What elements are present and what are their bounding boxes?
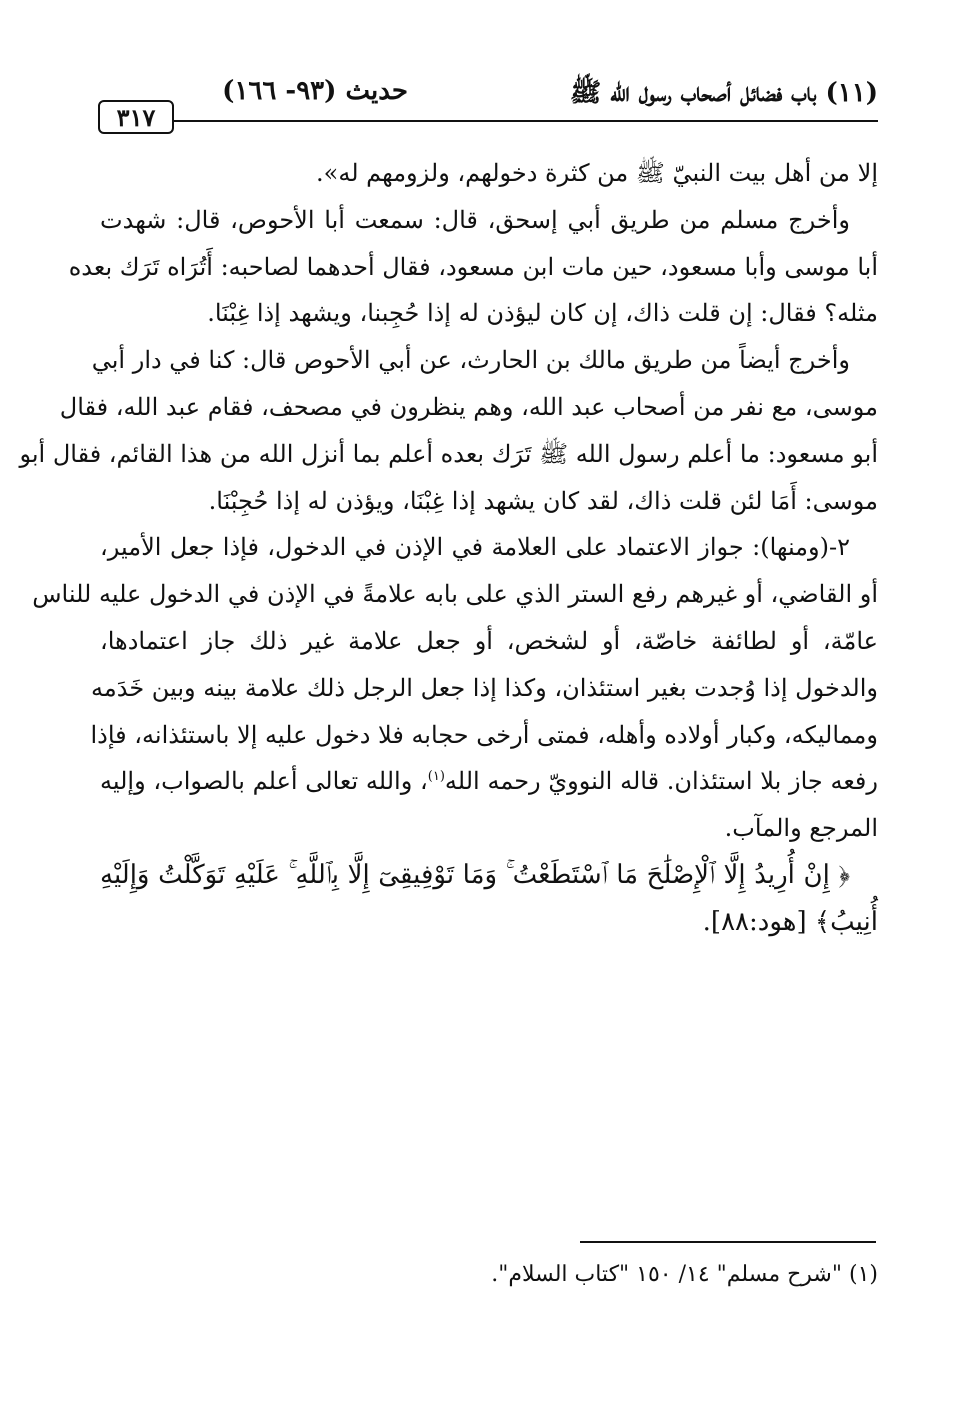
text-line	[100, 758, 878, 805]
text-segment: رفعه جاز بلا استئذان. قاله النوويّ رحمه الله	[444, 767, 878, 796]
quran-verse	[100, 852, 878, 946]
chapter-title: (١١) باب فضائل أصحاب رسول الله ﷺ	[569, 78, 878, 108]
text-line: ومماليكه، وكبار أولاده وأهله، فمتى أرخى حجابه فلا دخول عليه إلا باستئذانه، فإذا	[90, 720, 878, 749]
footnote: (١) "شرح مسلم" ١٤/ ١٥٠ "كتاب السلام".	[491, 1262, 878, 1287]
text-line: موسى: أَمَا لئن قلت ذاك، لقد كان يشهد إذا غِبْنَا، ويؤذن له إذا حُجِبْنَا.	[208, 486, 878, 515]
text-line: ٢-(ومنها): جواز الاعتماد على العلامة في الإذن في الدخول، فإذا جعل الأمير،	[100, 533, 850, 562]
header-rule	[173, 120, 878, 122]
text-line: موسى، مع نفر من أصحاب عبد الله، وهم ينظرون في مصحف، فقام عبد الله، فقال	[59, 392, 878, 421]
text-line: عامّة، أو لطائفة خاصّة، أو لشخص، أو جعل علامة غير ذلك جاز اعتمادها،	[100, 626, 878, 655]
text-line: أبا موسى وأبا مسعود، حين مات ابن مسعود، فقال أحدهما لصاحبه: أَتُرَاه تَرَك بعده	[68, 252, 878, 281]
footnote-marker: (١)	[427, 769, 445, 785]
paragraph-4	[32, 524, 878, 852]
main-text	[19, 150, 878, 946]
text-line: مثله؟ فقال: إن قلت ذاك، إن كان ليؤذن له إذا حُجِبنا، ويشهد إذا غِبْنَا.	[207, 299, 878, 328]
text-line: إلا من أهل بيت النبيّ ﷺ من كثرة دخولهم، ولزومهم له».	[316, 159, 878, 187]
paragraph-3	[19, 337, 878, 524]
text-line: المرجع والمآب.	[724, 814, 878, 843]
text-line: أو القاضي، أو غيرهم رفع الستر الذي على بابه علامةً في الإذن في الدخول عليه للناس	[32, 580, 878, 609]
text-segment: ، والله تعالى أعلم بالصواب، وإليه	[100, 767, 428, 796]
verse-reference: [هود:٨٨].	[702, 906, 815, 937]
paragraph-2	[68, 197, 878, 337]
running-header	[98, 70, 878, 130]
paragraph-1	[100, 150, 878, 197]
page-number: ٣١٧	[98, 100, 174, 134]
text-line: والدخول إذا وُجدت بغير استئذان، وكذا إذا جعل الرجل ذلك علامة بينه وبين خَدَمه	[91, 673, 878, 702]
text-line: وأخرج أيضاً من طريق مالك بن الحارث، عن أبي الأحوص قال: كنا في دار أبي	[91, 346, 850, 375]
text-line: وأخرج مسلم من طريق أبي إسحق، قال: سمعت أبا الأحوص، قال: شهدت	[100, 205, 850, 234]
text-line	[100, 899, 878, 946]
footnote-rule	[580, 1241, 876, 1243]
verse-end: أُنِيبُ﴾	[814, 906, 878, 937]
text-line: أبو مسعود: ما أعلم رسول الله ﷺ تَرَك بعده أعلم بما أنزل الله من هذا القائم، فقال أبو	[19, 439, 878, 468]
hadith-range: حديث (٩٣- ١٦٦)	[222, 76, 408, 106]
text-line: ﴿ إِنْ أُرِيدُ إِلَّا ٱلْإِصْلَٰحَ مَا ٱسْتَطَعْتُ ۚ وَمَا تَوْفِيقِىٓ إِلَّا بِٱللَّهِ ۚ عَلَيْهِ تَوَكَّلْتُ وَإِلَيْهِ	[100, 859, 850, 890]
